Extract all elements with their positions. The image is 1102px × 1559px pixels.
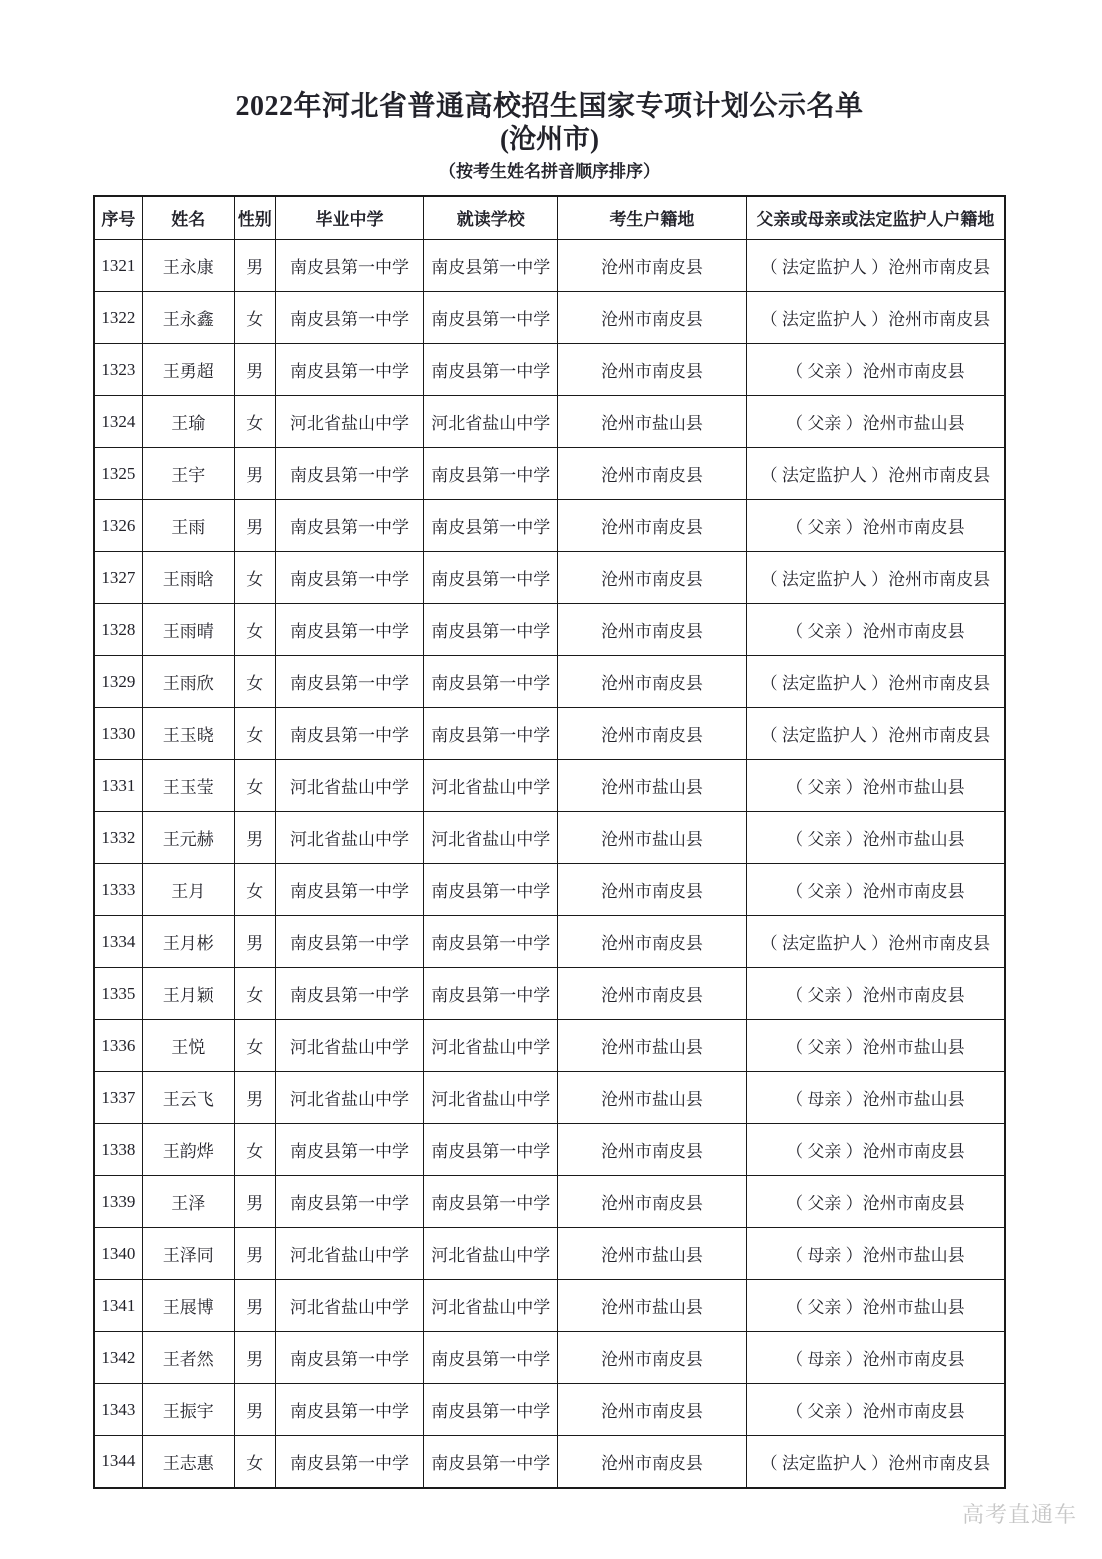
- table-cell: （ 父亲 ）沧州市盐山县: [746, 396, 1005, 448]
- table-row: [94, 500, 1005, 552]
- table-cell: 南皮县第一中学: [275, 344, 423, 396]
- table-cell: （ 父亲 ）沧州市南皮县: [746, 864, 1005, 916]
- students-table: [93, 195, 1006, 1489]
- table-cell: 1335: [94, 968, 142, 1020]
- table-cell: 1327: [94, 552, 142, 604]
- table-cell: 王者然: [142, 1332, 234, 1384]
- table-cell: 男: [234, 812, 275, 864]
- document-content: [93, 0, 1006, 1489]
- table-cell: 女: [234, 656, 275, 708]
- table-cell: 1342: [94, 1332, 142, 1384]
- table-cell: 王元赫: [142, 812, 234, 864]
- column-header: 父亲或母亲或法定监护人户籍地: [746, 196, 1005, 240]
- table-cell: 1326: [94, 500, 142, 552]
- table-row: [94, 1176, 1005, 1228]
- table-cell: 王雨晗: [142, 552, 234, 604]
- table-cell: 南皮县第一中学: [275, 1332, 423, 1384]
- table-cell: 沧州市南皮县: [558, 1124, 747, 1176]
- table-cell: （ 父亲 ）沧州市南皮县: [746, 604, 1005, 656]
- table-cell: 王瑜: [142, 396, 234, 448]
- table-cell: 南皮县第一中学: [424, 1436, 558, 1488]
- column-header: 就读学校: [424, 196, 558, 240]
- table-cell: 河北省盐山中学: [275, 760, 423, 812]
- table-cell: 沧州市南皮县: [558, 1384, 747, 1436]
- table-cell: 女: [234, 1020, 275, 1072]
- table-cell: 1333: [94, 864, 142, 916]
- column-header: 性别: [234, 196, 275, 240]
- table-cell: 1339: [94, 1176, 142, 1228]
- table-cell: 南皮县第一中学: [424, 292, 558, 344]
- table-cell: （ 父亲 ）沧州市南皮县: [746, 1124, 1005, 1176]
- table-cell: 沧州市南皮县: [558, 656, 747, 708]
- column-header: 序号: [94, 196, 142, 240]
- table-row: [94, 708, 1005, 760]
- table-cell: 女: [234, 604, 275, 656]
- table-cell: 沧州市南皮县: [558, 552, 747, 604]
- page-title: 2022年河北省普通高校招生国家专项计划公示名单: [235, 91, 864, 122]
- table-cell: 女: [234, 1436, 275, 1488]
- table-cell: （ 父亲 ）沧州市盐山县: [746, 1280, 1005, 1332]
- table-cell: （ 父亲 ）沧州市南皮县: [746, 1176, 1005, 1228]
- table-cell: 男: [234, 448, 275, 500]
- table-cell: 南皮县第一中学: [424, 1176, 558, 1228]
- table-cell: 沧州市南皮县: [558, 1332, 747, 1384]
- sort-order-note: （按考生姓名拼音顺序排序）: [439, 161, 660, 181]
- table-cell: 1344: [94, 1436, 142, 1488]
- table-cell: 女: [234, 760, 275, 812]
- table-cell: 王玉晓: [142, 708, 234, 760]
- table-row: [94, 552, 1005, 604]
- table-cell: 1337: [94, 1072, 142, 1124]
- table-cell: 河北省盐山中学: [424, 1020, 558, 1072]
- table-cell: 沧州市南皮县: [558, 916, 747, 968]
- table-row: [94, 292, 1005, 344]
- table-cell: 男: [234, 1280, 275, 1332]
- table-cell: 河北省盐山中学: [275, 1228, 423, 1280]
- table-row: [94, 396, 1005, 448]
- table-cell: 沧州市南皮县: [558, 344, 747, 396]
- table-cell: 王泽同: [142, 1228, 234, 1280]
- table-cell: 南皮县第一中学: [275, 604, 423, 656]
- table-cell: 南皮县第一中学: [275, 656, 423, 708]
- table-row: [94, 760, 1005, 812]
- table-cell: 男: [234, 240, 275, 292]
- table-cell: 1336: [94, 1020, 142, 1072]
- table-cell: 沧州市南皮县: [558, 448, 747, 500]
- table-row: [94, 1072, 1005, 1124]
- table-cell: （ 母亲 ）沧州市盐山县: [746, 1072, 1005, 1124]
- table-row: [94, 812, 1005, 864]
- table-cell: 1343: [94, 1384, 142, 1436]
- table-cell: 沧州市盐山县: [558, 1228, 747, 1280]
- table-cell: 南皮县第一中学: [275, 292, 423, 344]
- table-cell: 沧州市南皮县: [558, 968, 747, 1020]
- table-cell: （ 父亲 ）沧州市盐山县: [746, 812, 1005, 864]
- table-row: [94, 1020, 1005, 1072]
- table-cell: （ 法定监护人 ）沧州市南皮县: [746, 292, 1005, 344]
- table-cell: 河北省盐山中学: [275, 1280, 423, 1332]
- table-cell: 1334: [94, 916, 142, 968]
- table-cell: 南皮县第一中学: [275, 240, 423, 292]
- table-cell: 河北省盐山中学: [424, 760, 558, 812]
- table-cell: 南皮县第一中学: [424, 1332, 558, 1384]
- table-cell: （ 父亲 ）沧州市盐山县: [746, 1020, 1005, 1072]
- table-cell: （ 母亲 ）沧州市盐山县: [746, 1228, 1005, 1280]
- table-cell: 男: [234, 1332, 275, 1384]
- table-cell: 沧州市盐山县: [558, 396, 747, 448]
- table-cell: 南皮县第一中学: [275, 1176, 423, 1228]
- table-cell: 1321: [94, 240, 142, 292]
- table-cell: 王悦: [142, 1020, 234, 1072]
- table-cell: 沧州市南皮县: [558, 500, 747, 552]
- table-cell: 男: [234, 344, 275, 396]
- table-cell: 南皮县第一中学: [275, 1124, 423, 1176]
- table-cell: 王宇: [142, 448, 234, 500]
- table-row: [94, 240, 1005, 292]
- table-cell: 1329: [94, 656, 142, 708]
- table-cell: （ 父亲 ）沧州市盐山县: [746, 760, 1005, 812]
- page-subtitle-city: (沧州市): [500, 123, 599, 154]
- table-cell: 南皮县第一中学: [424, 344, 558, 396]
- table-cell: （ 父亲 ）沧州市南皮县: [746, 1384, 1005, 1436]
- table-cell: 女: [234, 396, 275, 448]
- table-cell: 女: [234, 864, 275, 916]
- table-cell: 王月颖: [142, 968, 234, 1020]
- table-cell: 南皮县第一中学: [275, 916, 423, 968]
- table-cell: 沧州市南皮县: [558, 604, 747, 656]
- table-cell: 沧州市盐山县: [558, 812, 747, 864]
- table-cell: 南皮县第一中学: [424, 1124, 558, 1176]
- table-cell: （ 法定监护人 ）沧州市南皮县: [746, 1436, 1005, 1488]
- table-cell: 王雨欣: [142, 656, 234, 708]
- table-cell: 男: [234, 1176, 275, 1228]
- table-cell: 1331: [94, 760, 142, 812]
- table-cell: 南皮县第一中学: [275, 968, 423, 1020]
- column-header: 考生户籍地: [558, 196, 747, 240]
- table-cell: （ 法定监护人 ）沧州市南皮县: [746, 916, 1005, 968]
- table-cell: 男: [234, 1228, 275, 1280]
- table-row: [94, 1228, 1005, 1280]
- table-cell: 1332: [94, 812, 142, 864]
- table-cell: 南皮县第一中学: [424, 552, 558, 604]
- table-cell: 南皮县第一中学: [424, 1384, 558, 1436]
- table-cell: 王泽: [142, 1176, 234, 1228]
- table-row: [94, 448, 1005, 500]
- table-row: [94, 968, 1005, 1020]
- table-cell: 男: [234, 1384, 275, 1436]
- table-cell: 男: [234, 1072, 275, 1124]
- table-cell: 王展博: [142, 1280, 234, 1332]
- table-cell: 王雨: [142, 500, 234, 552]
- table-cell: 河北省盐山中学: [424, 396, 558, 448]
- table-cell: 1324: [94, 396, 142, 448]
- table-cell: 王永康: [142, 240, 234, 292]
- table-cell: 王永鑫: [142, 292, 234, 344]
- table-cell: 河北省盐山中学: [424, 1072, 558, 1124]
- table-cell: 南皮县第一中学: [424, 656, 558, 708]
- table-row: [94, 1124, 1005, 1176]
- table-row: [94, 344, 1005, 396]
- table-cell: 河北省盐山中学: [424, 1228, 558, 1280]
- table-cell: 南皮县第一中学: [424, 240, 558, 292]
- table-cell: 南皮县第一中学: [275, 1384, 423, 1436]
- column-header: 姓名: [142, 196, 234, 240]
- table-cell: 1328: [94, 604, 142, 656]
- column-header: 毕业中学: [275, 196, 423, 240]
- table-cell: 南皮县第一中学: [275, 500, 423, 552]
- table-row: [94, 656, 1005, 708]
- table-cell: 1322: [94, 292, 142, 344]
- table-cell: 男: [234, 916, 275, 968]
- table-row: [94, 1280, 1005, 1332]
- table-cell: 1325: [94, 448, 142, 500]
- table-cell: 沧州市盐山县: [558, 1280, 747, 1332]
- table-cell: 沧州市盐山县: [558, 760, 747, 812]
- table-cell: 王玉莹: [142, 760, 234, 812]
- table-cell: 1341: [94, 1280, 142, 1332]
- table-row: [94, 604, 1005, 656]
- table-cell: 男: [234, 500, 275, 552]
- table-cell: 沧州市南皮县: [558, 292, 747, 344]
- table-cell: 南皮县第一中学: [275, 448, 423, 500]
- table-cell: 1330: [94, 708, 142, 760]
- table-cell: 王月: [142, 864, 234, 916]
- table-cell: 1338: [94, 1124, 142, 1176]
- document-header: [93, 0, 1006, 182]
- table-cell: 南皮县第一中学: [275, 708, 423, 760]
- table-cell: 1340: [94, 1228, 142, 1280]
- table-cell: 河北省盐山中学: [424, 1280, 558, 1332]
- table-cell: 沧州市南皮县: [558, 708, 747, 760]
- table-row: [94, 1332, 1005, 1384]
- table-cell: 南皮县第一中学: [424, 916, 558, 968]
- table-cell: 沧州市南皮县: [558, 1436, 747, 1488]
- table-cell: 沧州市南皮县: [558, 864, 747, 916]
- table-cell: 南皮县第一中学: [424, 604, 558, 656]
- table-cell: 南皮县第一中学: [275, 1436, 423, 1488]
- table-cell: 女: [234, 292, 275, 344]
- table-cell: 王韵烨: [142, 1124, 234, 1176]
- table-cell: 沧州市盐山县: [558, 1020, 747, 1072]
- table-cell: 王云飞: [142, 1072, 234, 1124]
- table-cell: 女: [234, 968, 275, 1020]
- table-cell: 南皮县第一中学: [275, 864, 423, 916]
- table-cell: 王勇超: [142, 344, 234, 396]
- table-cell: 河北省盐山中学: [275, 396, 423, 448]
- table-row: [94, 1436, 1005, 1488]
- table-cell: 河北省盐山中学: [424, 812, 558, 864]
- table-cell: 女: [234, 708, 275, 760]
- table-cell: 河北省盐山中学: [275, 1020, 423, 1072]
- table-cell: 沧州市盐山县: [558, 1072, 747, 1124]
- table-cell: 王志惠: [142, 1436, 234, 1488]
- table-cell: 王月彬: [142, 916, 234, 968]
- table-cell: 河北省盐山中学: [275, 1072, 423, 1124]
- table-cell: 王雨晴: [142, 604, 234, 656]
- table-cell: 南皮县第一中学: [424, 864, 558, 916]
- table-cell: （ 父亲 ）沧州市南皮县: [746, 500, 1005, 552]
- table-cell: （ 法定监护人 ）沧州市南皮县: [746, 240, 1005, 292]
- table-cell: 河北省盐山中学: [275, 812, 423, 864]
- table-cell: （ 父亲 ）沧州市南皮县: [746, 968, 1005, 1020]
- table-cell: 沧州市南皮县: [558, 1176, 747, 1228]
- watermark-text: 高考直通车: [961, 1502, 1077, 1527]
- table-cell: 女: [234, 552, 275, 604]
- table-cell: 女: [234, 1124, 275, 1176]
- table-cell: 南皮县第一中学: [424, 448, 558, 500]
- table-cell: （ 法定监护人 ）沧州市南皮县: [746, 708, 1005, 760]
- table-cell: （ 母亲 ）沧州市南皮县: [746, 1332, 1005, 1384]
- table-cell: （ 父亲 ）沧州市南皮县: [746, 344, 1005, 396]
- table-row: [94, 864, 1005, 916]
- table-row: [94, 916, 1005, 968]
- table-cell: 1323: [94, 344, 142, 396]
- table-cell: 王振宇: [142, 1384, 234, 1436]
- table-cell: 沧州市南皮县: [558, 240, 747, 292]
- table-cell: 南皮县第一中学: [424, 500, 558, 552]
- table-cell: （ 法定监护人 ）沧州市南皮县: [746, 552, 1005, 604]
- table-cell: 南皮县第一中学: [424, 968, 558, 1020]
- table-cell: （ 法定监护人 ）沧州市南皮县: [746, 656, 1005, 708]
- table-row: [94, 1384, 1005, 1436]
- table-cell: 南皮县第一中学: [275, 552, 423, 604]
- table-header-row: [94, 196, 1005, 240]
- table-cell: （ 法定监护人 ）沧州市南皮县: [746, 448, 1005, 500]
- table-cell: 南皮县第一中学: [424, 708, 558, 760]
